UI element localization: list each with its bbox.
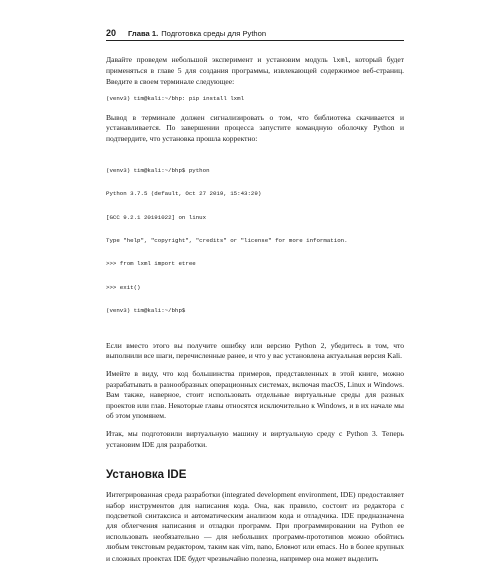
app-name-notepad: Блокнот [275, 544, 301, 552]
code-line: >>> from lxml import etree [106, 260, 196, 268]
code-line: (venv3) tim@kali:~/bhp$ [106, 307, 186, 315]
code-block-pip [106, 95, 404, 103]
inline-code-lxml: lxml [332, 57, 349, 65]
code-block-python-shell [106, 151, 404, 330]
paragraph-python2-error: Если вместо этого вы получите ошибку или версию Python 2, убедитесь в том, что выполнили все шаги, перечисленные ранее, и что у вас установлена актуальная версия Kali. [106, 340, 404, 360]
chapter-title: Подготовка среды для Python [161, 29, 267, 38]
code-line: (venv3) tim@kali:~/bhp$ python [106, 166, 210, 174]
code-line: Python 3.7.5 (default, Oct 27 2019, 15:43:29) [106, 190, 262, 198]
paragraph-text: , который будет применяться в главе 5 для создания программы, извлекающей содержимое веб-страниц. Введите в своем терминале следующее: [106, 55, 404, 86]
code-line: (venv3) tim@kali:~/bhp: pip install lxml [106, 95, 245, 103]
paragraph-install-lxml [106, 55, 404, 87]
paragraph-text: Интегрированная среда разработки (integrated development environment, IDE) предоставляет набор инструментов для написания кода. Она, как правило, состоит из редактора с подсветкой синтаксиса и автоматическим анализом кода и отладчика. IDE предназначена для облегчения написания и отладки программ. При программировании на Python ее использовать необязательно — для небольших программ-прототипов можно обойтись любым текстовым редактором, таким как vim, nano, [106, 490, 404, 552]
code-line: Type "help", "copyright", "credits" or "license" for more information. [106, 237, 348, 244]
paragraph-ide-intro [106, 490, 404, 564]
paragraph-summary: Итак, мы подготовили виртуальную машину и виртуальную среду с Python 3. Теперь установим IDE для разработки. [106, 429, 404, 449]
code-line: [GCC 9.2.1 20191022] on linux [106, 213, 207, 221]
running-head [106, 28, 404, 41]
code-line: >>> exit() [106, 283, 141, 291]
paragraph-verify-install: Вывод в терминале должен сигнализировать о том, что библиотека скачивается и устанавливается. По завершении процесса запустите командную оболочку Python и подтвердите, что установка прошла корректно: [106, 113, 404, 143]
page-number: 20 [106, 28, 117, 38]
paragraph-text: или emacs. Но в более крупных и сложных проектах IDE будет чрезвычайно полезна, например она может выделить [106, 542, 404, 563]
book-page [106, 28, 404, 564]
paragraph-text: Давайте проведем небольшой эксперимент и установим модуль [106, 55, 333, 64]
paragraph-os-note: Имейте в виду, что код большинства примеров, представленных в этой книге, можно разрабатывать в разнообразных операционных системах, включая macOS, Linux и Windows. Вам также, наверное, стоит использовать отдельные виртуальные среды для разных проектов или глав. Некоторые главы относятся исключительно к Windows, и в их начале мы об этом упомянем. [106, 369, 404, 420]
section-heading-ide: Установка IDE [106, 469, 187, 482]
chapter-label: Глава 1. [128, 29, 159, 38]
